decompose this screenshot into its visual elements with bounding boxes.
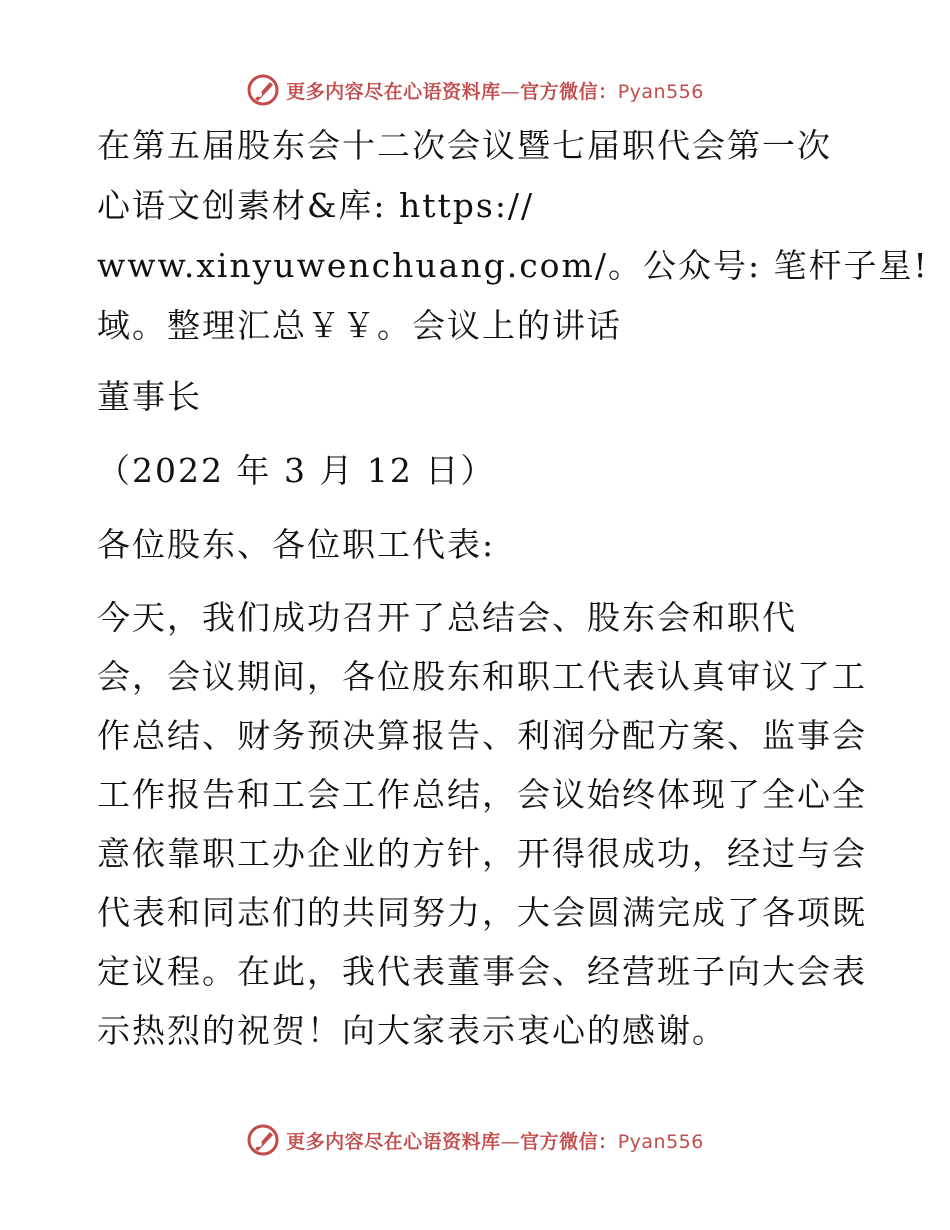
paragraph-line: 今天，我们成功召开了总结会、股东会和职代 xyxy=(97,598,797,637)
watermark-text: 更多内容尽在心语资料库—官方微信：Pyan556 xyxy=(286,80,704,103)
footer-watermark xyxy=(0,1120,950,1160)
watermark-text: 更多内容尽在心语资料库—官方微信：Pyan556 xyxy=(286,1130,704,1153)
document-page: 更多内容尽在心语资料库—官方微信：Pyan556 在第五届股东会十二次会议暨七届职代会第一次 心语文创素材&库: https:// www.xinyuwenchuang.com/。公众号: 笔杆子星! 域。整理汇总￥￥。会议上的讲话 董事长 （2022 年 3 月 12 日） 各位股东、各位职工代表: 今天，我们成功召开了总结会、股东会和职代 会，会议期间，各位股东和职工代表认真审议了工 作总结、财务预决算报告、利润分配方案、监事会 工作报告和工会工作总结，会议始终体现了全心全 意依靠职工办企业的方针，开得很成功，经过与会 代表和同志们的共同努力，大会圆满完成了各项既 定议程。在此，我代表董事会、经营班子向大会表 示热烈的祝贺！向大家表示衷心的感谢。 更多内容尽在心语资料库—官方微信：Pyan556 xyxy=(0,0,950,1230)
paragraph-line: 工作报告和工会工作总结，会议始终体现了全心全 xyxy=(97,775,867,814)
paragraph-line: 会，会议期间，各位股东和职工代表认真审议了工 xyxy=(97,657,867,696)
title-line: www.xinyuwenchuang.com/。公众号: 笔杆子星! xyxy=(97,246,929,285)
quill-logo-icon xyxy=(246,1123,280,1157)
paragraph-line: 意依靠职工办企业的方针，开得很成功，经过与会 xyxy=(97,834,867,873)
title-line: 域。整理汇总￥￥。会议上的讲话 xyxy=(97,306,622,345)
title-line: 心语文创素材&库: https:// xyxy=(97,186,535,225)
paragraph-line: 作总结、财务预决算报告、利润分配方案、监事会 xyxy=(97,716,867,755)
quill-logo-icon xyxy=(246,73,280,107)
paragraph-line: 示热烈的祝贺！向大家表示衷心的感谢。 xyxy=(97,1011,727,1050)
header-watermark xyxy=(0,70,950,110)
paragraph-line: 代表和同志们的共同努力，大会圆满完成了各项既 xyxy=(97,893,867,932)
title-line: 在第五届股东会十二次会议暨七届职代会第一次 xyxy=(97,126,832,165)
paragraph-line: 定议程。在此，我代表董事会、经营班子向大会表 xyxy=(97,952,867,991)
